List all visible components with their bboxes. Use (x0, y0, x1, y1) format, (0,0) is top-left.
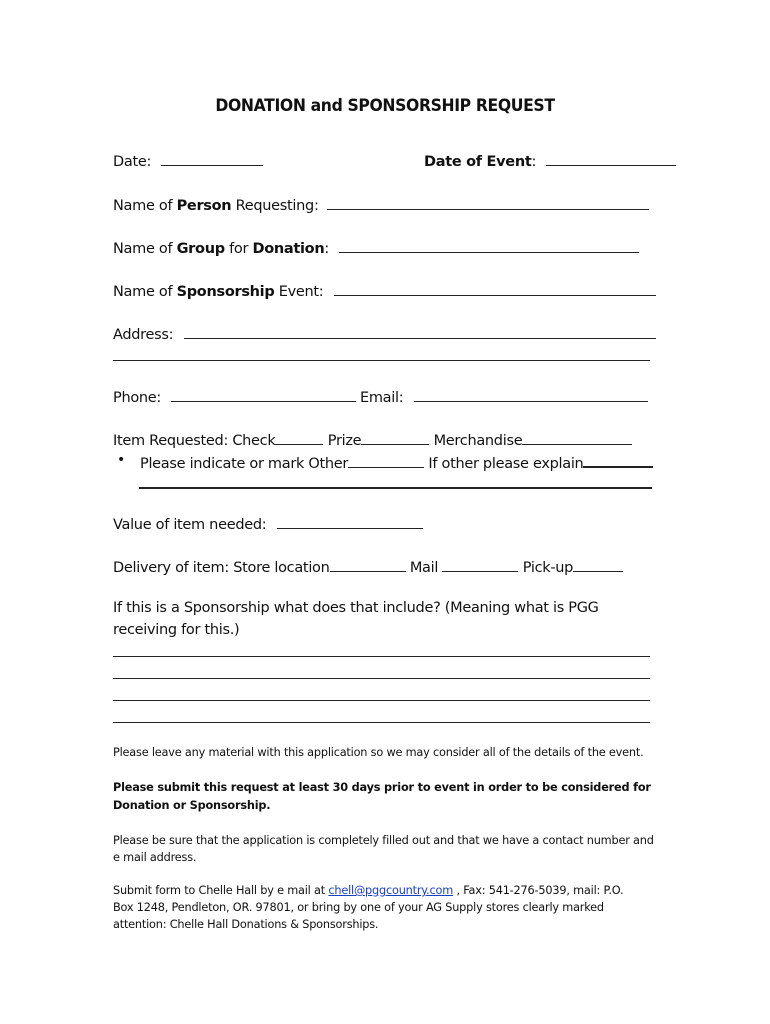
person-label-bold: Person (176, 198, 232, 214)
filled-note-line-2: e mail address. (113, 851, 197, 864)
group-label-bold2: Donation (252, 241, 325, 257)
sponsor-label-bold: Sponsorship (176, 284, 275, 300)
email-label: Email: (360, 390, 404, 406)
phone-label: Phone: (113, 390, 162, 406)
delivery-label: Delivery of item: Store location (113, 560, 330, 576)
pickup-label: Pick-up (522, 560, 574, 576)
address-field-1[interactable] (184, 324, 656, 339)
value-field[interactable] (277, 514, 423, 529)
submit-form-pre: Submit form to Chelle Hall by e mail at (113, 884, 329, 897)
person-row (113, 195, 649, 214)
date-field[interactable] (161, 151, 263, 166)
email-row (360, 387, 648, 406)
merchandise-field[interactable] (522, 430, 632, 445)
person-label-pre: Name of (113, 198, 177, 214)
sponsor-label-pre: Name of (113, 284, 177, 300)
group-label-pre: Name of (113, 241, 177, 257)
email-field[interactable] (414, 387, 648, 402)
email-link[interactable]: chell@pggcountry.com (328, 884, 454, 897)
leave-material-note: Please leave any material with this application so we may consider all of the details of the event. (113, 746, 644, 759)
sponsorship-answer-line-4[interactable] (113, 722, 650, 723)
person-label-post: Requesting: (231, 198, 319, 214)
prize-label: Prize (327, 433, 362, 449)
phone-row (113, 387, 356, 406)
group-label-mid: for (224, 241, 253, 257)
check-field[interactable] (275, 430, 323, 445)
sponsorship-question-1: If this is a Sponsorship what does that include? (Meaning what is PGG (113, 600, 599, 616)
delivery-row (113, 557, 623, 576)
merchandise-label: Merchandise (433, 433, 523, 449)
group-label-post: : (324, 241, 329, 257)
sponsorship-event-field[interactable] (334, 281, 656, 296)
event-date-label: Date of Event (424, 154, 532, 170)
group-row (113, 238, 639, 257)
event-date-colon: : (531, 154, 537, 170)
submit-form-post: , Fax: 541-276-5039, mail: P.O. (453, 884, 624, 897)
mail-label: Mail (409, 560, 439, 576)
sponsor-label-post: Event: (274, 284, 324, 300)
submit-note-line-1: Please submit this request at least 30 days prior to event in order to be considered for (113, 781, 651, 794)
value-label: Value of item needed: (113, 517, 267, 533)
item-requested-label: Item Requested: Check (113, 433, 276, 449)
explain-field-1[interactable] (583, 452, 653, 468)
event-date-field[interactable] (546, 151, 676, 166)
address-field-2[interactable] (113, 360, 650, 361)
other-field[interactable] (348, 453, 424, 468)
bullet-marker: • (117, 452, 126, 468)
item-requested-row (113, 430, 632, 449)
group-field[interactable] (339, 238, 639, 253)
store-location-field[interactable] (330, 557, 406, 572)
form-title: DONATION and SPONSORSHIP REQUEST (215, 96, 555, 116)
date-label: Date: (113, 154, 152, 170)
sponsorship-event-row (113, 281, 656, 300)
group-label-bold: Group (176, 241, 225, 257)
submit-form-line-3: attention: Chelle Hall Donations & Sponsorships. (113, 918, 379, 931)
filled-note-line-1: Please be sure that the application is completely filled out and that we have a contact number and (113, 834, 654, 847)
indicate-other-label: Please indicate or mark Other (140, 456, 349, 472)
pickup-field[interactable] (573, 557, 623, 572)
value-row (113, 514, 423, 533)
sponsorship-answer-line-2[interactable] (113, 678, 650, 679)
phone-field[interactable] (171, 387, 356, 402)
explain-field-2[interactable] (139, 487, 652, 489)
sponsorship-question-2: receiving for this.) (113, 622, 240, 638)
event-date-row (424, 151, 676, 170)
other-row (140, 452, 653, 472)
explain-label: If other please explain (428, 456, 584, 472)
submit-form-line-2: Box 1248, Pendleton, OR. 97801, or bring by one of your AG Supply stores clearly marked (113, 901, 604, 914)
sponsorship-answer-line-1[interactable] (113, 656, 650, 657)
address-row (113, 324, 656, 343)
mail-field[interactable] (442, 557, 518, 572)
person-field[interactable] (327, 195, 649, 210)
sponsorship-answer-line-3[interactable] (113, 700, 650, 701)
submit-note-line-2: Donation or Sponsorship. (113, 799, 271, 812)
address-label: Address: (113, 327, 174, 343)
submit-form-line-1 (113, 882, 623, 899)
date-row (113, 151, 263, 170)
prize-field[interactable] (361, 430, 429, 445)
